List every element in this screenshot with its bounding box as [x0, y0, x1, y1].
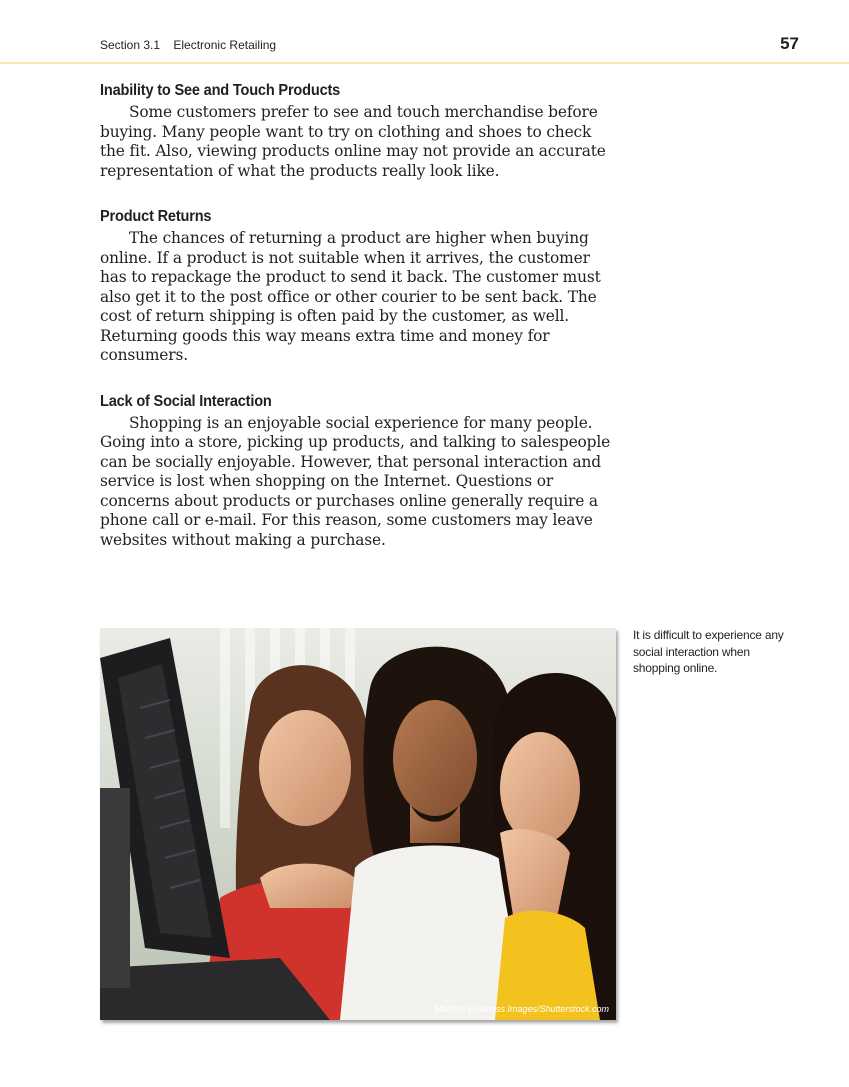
paragraph-returns: The chances of returning a product are higher when buying online. If a product is not suitable when it arrives, the customer has to repackage the product to send it back. The customer must also get it to the post office or other courier to be sent back. The cost of return shipping is often paid by the customer, as well. Returning goods this way means extra time and money for consumers. [100, 229, 601, 364]
section-heading-returns: Product Returns [100, 208, 212, 225]
photo-credit: Monkey Business Images/Shutterstock.com [434, 1004, 609, 1014]
photo-women-at-computer [100, 628, 616, 1020]
page-number: 57 [780, 34, 799, 53]
paragraph-inability: Some customers prefer to see and touch merchandise before buying. Many people want to try on clothing and shoes to check the fit. Also, viewing products online may not provide an accurate representation of what the products really look like. [100, 103, 606, 180]
section-heading-inability: Inability to See and Touch Products [100, 82, 341, 99]
paragraph-social: Shopping is an enjoyable social experience for many people. Going into a store, picking up products, and talking to salespeople can be socially enjoyable. However, that personal interaction and service is lost when shopping on the Internet. Questions or concerns about products or purchases online generally require a phone call or e-mail. For this reason, some customers may leave websites without making a purchase. [100, 413, 611, 549]
section-heading-social: Lack of Social Interaction [100, 392, 272, 410]
section-label: Section 3.1 Electronic Retailing [100, 38, 277, 52]
figure-caption: It is difficult to experience any social interaction when shopping online. [633, 628, 784, 675]
photo-illustration [100, 628, 616, 1020]
body-text [100, 82, 615, 550]
page-header [0, 0, 849, 64]
